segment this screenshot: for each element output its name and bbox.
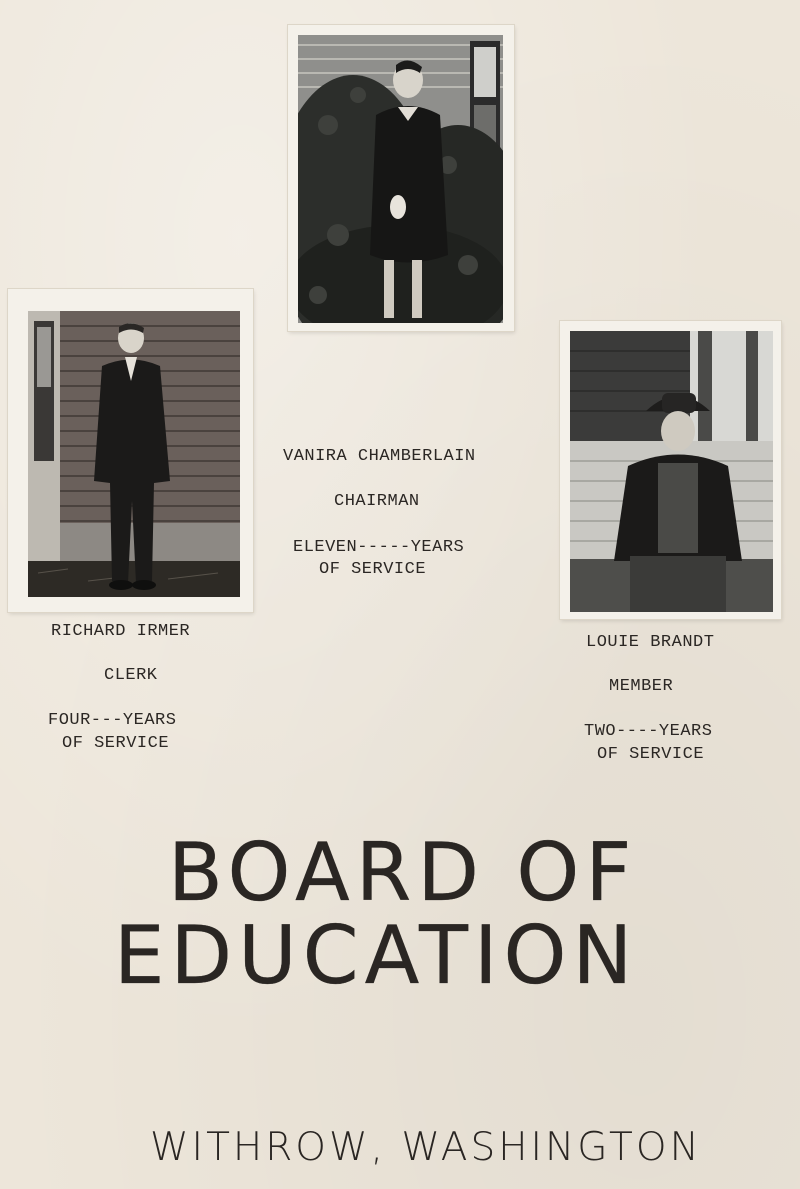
member-role: MEMBER xyxy=(609,677,674,696)
clerk-photo-mount xyxy=(8,289,253,612)
chairman-service-line1: ELEVEN-----YEARS xyxy=(293,538,465,557)
member-service-line2: OF SERVICE xyxy=(597,745,705,764)
location-text: WITHROW, WASHINGTON xyxy=(150,1125,702,1170)
clerk-service-line2: OF SERVICE xyxy=(62,734,170,753)
member-photo-image xyxy=(570,331,773,612)
clerk-photo-image xyxy=(28,311,240,597)
chairman-photo xyxy=(298,35,503,323)
clerk-service-line1: FOUR---YEARS xyxy=(48,711,177,730)
chairman-name: VANIRA CHAMBERLAIN xyxy=(283,447,476,466)
member-photo-mount xyxy=(560,321,781,619)
member-service-line1: TWO----YEARS xyxy=(584,722,713,741)
clerk-photo xyxy=(28,311,240,597)
chairman-photo-image xyxy=(298,35,503,323)
clerk-name: RICHARD IRMER xyxy=(51,622,191,641)
page-title-line1: BOARD OF xyxy=(168,826,638,919)
chairman-role: CHAIRMAN xyxy=(334,492,420,511)
chairman-photo-mount xyxy=(288,25,514,331)
clerk-role: CLERK xyxy=(104,666,158,685)
member-name: LOUIE BRANDT xyxy=(586,633,715,652)
page-title-line2: EDUCATION xyxy=(114,909,639,1002)
member-photo xyxy=(570,331,773,612)
chairman-service-line2: OF SERVICE xyxy=(319,560,427,579)
